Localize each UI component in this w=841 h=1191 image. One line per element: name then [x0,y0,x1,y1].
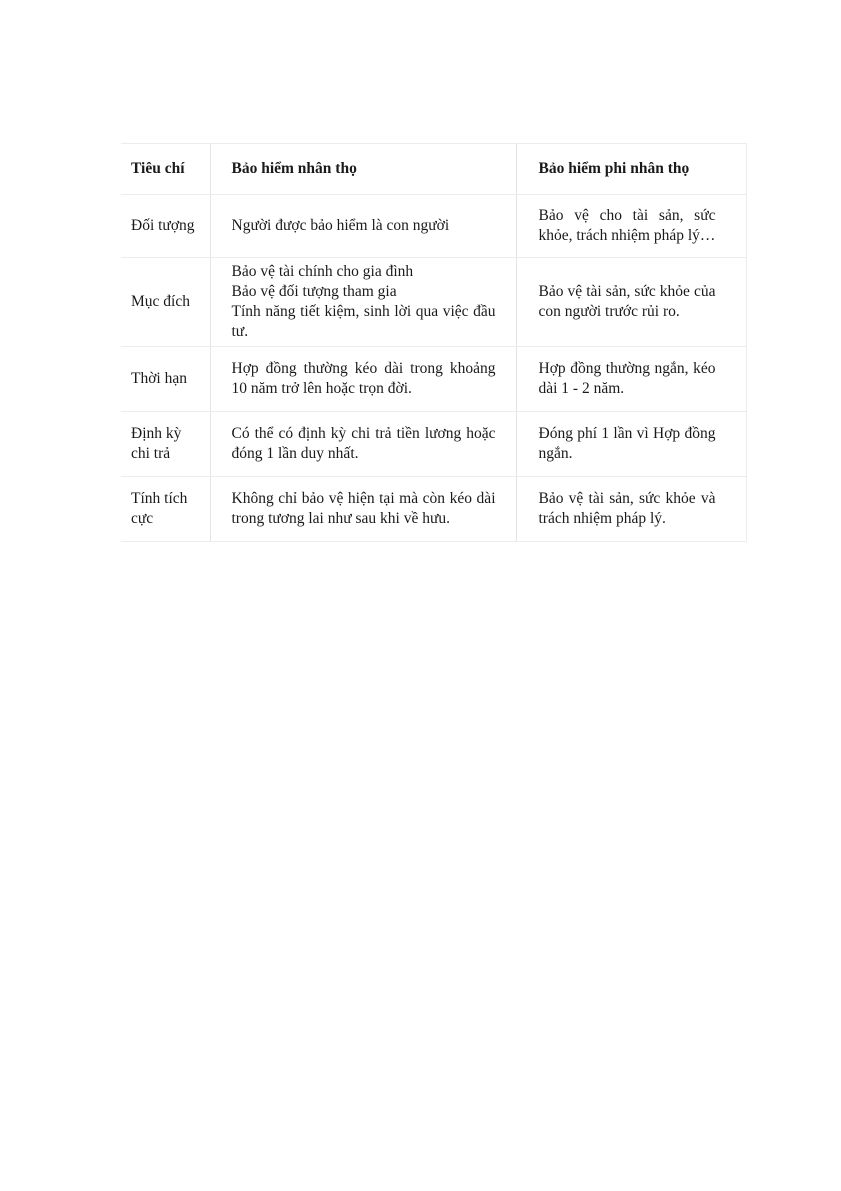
cell-line: Bảo vệ đối tượng tham gia [231,283,397,300]
criterion-cell: Đối tượng [121,195,210,258]
table-header-row [121,144,746,195]
criterion-cell: Tính tích cực [121,477,210,542]
table-row [121,412,746,477]
cell-line: Có thể có định kỳ chi trả tiền lương hoặc đóng 1 lần duy nhất. [231,425,496,462]
life-cell [210,412,516,477]
header-non-life-insurance: Bảo hiểm phi nhân thọ [516,144,746,195]
table-row [121,258,746,347]
life-cell [210,195,516,258]
life-cell [210,347,516,412]
table-row [121,195,746,258]
cell-line: Bảo vệ cho tài sản, sức khỏe, trách nhiệm pháp lý… [538,207,716,244]
life-cell [210,258,516,347]
cell-line: Bảo vệ tài chính cho gia đình [231,263,414,280]
life-cell [210,477,516,542]
non-life-cell [516,195,746,258]
non-life-cell [516,258,746,347]
criterion-cell: Thời hạn [121,347,210,412]
cell-line: Hợp đồng thường kéo dài trong khoảng 10 năm trở lên hoặc trọn đời. [231,360,496,397]
criterion-cell: Mục đích [121,258,210,347]
cell-line: Đóng phí 1 lần vì Hợp đồng ngắn. [538,425,716,462]
non-life-cell [516,347,746,412]
header-criterion: Tiêu chí [121,144,210,195]
cell-line: Bảo vệ tài sản, sức khỏe của con người trước rủi ro. [538,283,716,320]
non-life-cell [516,477,746,542]
cell-line: Tính năng tiết kiệm, sinh lời qua việc đầu tư. [231,303,496,340]
cell-line: Bảo vệ tài sản, sức khỏe và trách nhiệm pháp lý. [538,490,716,527]
table-row [121,347,746,412]
cell-line: Người được bảo hiểm là con người [231,217,450,234]
cell-line: Không chỉ bảo vệ hiện tại mà còn kéo dài trong tương lai như sau khi về hưu. [231,490,496,527]
cell-line: Hợp đồng thường ngắn, kéo dài 1 - 2 năm. [538,360,716,397]
header-life-insurance: Bảo hiểm nhân thọ [210,144,516,195]
criterion-cell: Định kỳ chi trả [121,412,210,477]
comparison-table [121,143,747,542]
non-life-cell [516,412,746,477]
table-row [121,477,746,542]
